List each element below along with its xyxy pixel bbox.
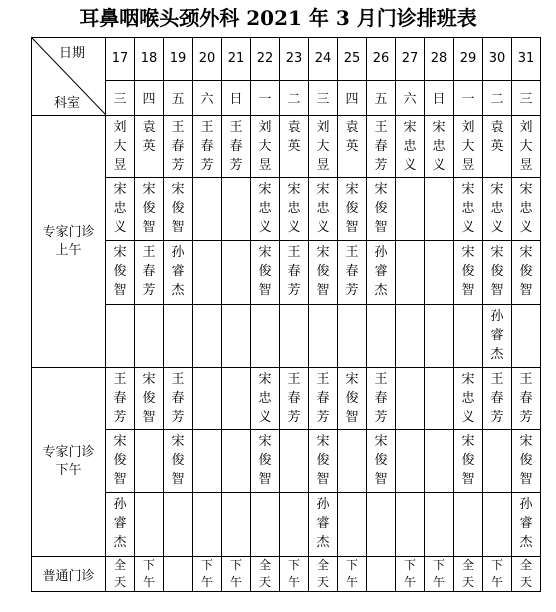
general-clinic-value: 下午: [287, 558, 300, 589]
weekday-cell: 日: [222, 80, 251, 115]
doctor-name: 刘大昱: [258, 120, 272, 173]
schedule-cell: [338, 493, 367, 557]
doctor-name: 王春芳: [113, 372, 127, 425]
schedule-cell: [425, 493, 454, 557]
schedule-cell: [135, 241, 164, 305]
doctor-name: 孙睿杰: [374, 245, 388, 298]
general-clinic-value: 下午: [345, 558, 358, 589]
schedule-cell: [309, 305, 338, 368]
general-clinic-cell: [483, 557, 512, 592]
schedule-cell: [483, 241, 512, 305]
section-0-row: [32, 241, 541, 305]
doctor-name: 刘大昱: [113, 120, 127, 173]
schedule-cell: [396, 116, 425, 178]
schedule-cell: [367, 178, 396, 241]
date-row: [32, 38, 541, 81]
doctor-name: 王春芳: [200, 120, 214, 173]
date-cell: 26: [367, 38, 396, 81]
general-clinic-value: 下午: [200, 558, 213, 589]
schedule-cell: [222, 116, 251, 178]
schedule-cell: [135, 493, 164, 557]
schedule-cell: [280, 241, 309, 305]
doctor-name: 王春芳: [519, 372, 533, 425]
schedule-cell: [338, 178, 367, 241]
doctor-name: 宋忠义: [490, 182, 504, 235]
schedule-cell: [193, 178, 222, 241]
general-clinic-value: 下午: [403, 558, 416, 589]
schedule-cell: [135, 305, 164, 368]
doctor-name: 宋俊智: [113, 245, 127, 298]
doctor-name: 宋俊智: [519, 434, 533, 487]
schedule-cell: [367, 241, 396, 305]
general-clinic-value: 全天: [113, 558, 126, 589]
schedule-cell: [106, 178, 135, 241]
corner-dept-label: 科室: [54, 96, 81, 111]
doctor-name: 宋忠义: [403, 120, 417, 173]
doctor-name: 宋忠义: [519, 182, 533, 235]
doctor-name: 宋俊智: [142, 182, 156, 235]
doctor-name: 王春芳: [316, 372, 330, 425]
general-clinic-value: 下午: [432, 558, 445, 589]
schedule-cell: [251, 493, 280, 557]
general-clinic-cell: [309, 557, 338, 592]
doctor-name: 袁英: [345, 120, 359, 154]
schedule-cell: [106, 116, 135, 178]
schedule-cell: [367, 493, 396, 557]
schedule-cell: [280, 430, 309, 493]
schedule-cell: [251, 305, 280, 368]
schedule-cell: [454, 368, 483, 430]
schedule-cell: [280, 493, 309, 557]
schedule-cell: [106, 430, 135, 493]
schedule-cell: [135, 368, 164, 430]
schedule-cell: [193, 241, 222, 305]
weekday-cell: 五: [367, 80, 396, 115]
schedule-cell: [338, 116, 367, 178]
general-clinic-cell: [222, 557, 251, 592]
general-clinic-value: 下午: [229, 558, 242, 589]
schedule-cell: [222, 305, 251, 368]
schedule-cell: [106, 305, 135, 368]
weekday-row: [32, 80, 541, 115]
date-cell: 28: [425, 38, 454, 81]
doctor-name: 宋忠义: [316, 182, 330, 235]
doctor-name: 王春芳: [229, 120, 243, 173]
weekday-cell: 六: [396, 80, 425, 115]
section-0-row: [32, 305, 541, 368]
schedule-cell: [135, 430, 164, 493]
doctor-name: 孙睿杰: [171, 245, 185, 298]
schedule-cell: [483, 493, 512, 557]
schedule-cell: [396, 493, 425, 557]
schedule-cell: [193, 368, 222, 430]
section-1-row: [32, 430, 541, 493]
doctor-name: 宋俊智: [258, 245, 272, 298]
corner-date-label: 日期: [58, 46, 85, 61]
schedule-cell: [135, 178, 164, 241]
section-1-row: [32, 368, 541, 430]
schedule-cell: [222, 493, 251, 557]
doctor-name: 王春芳: [345, 245, 359, 298]
general-clinic-cell: [454, 557, 483, 592]
general-clinic-cell: [106, 557, 135, 592]
doctor-name: 宋忠义: [461, 372, 475, 425]
page-title: 耳鼻咽喉头颈外科 2021 年 3 月门诊排班表: [79, 6, 477, 30]
schedule-cell: [164, 116, 193, 178]
schedule-cell: [309, 241, 338, 305]
date-cell: 18: [135, 38, 164, 81]
doctor-name: 宋俊智: [374, 434, 388, 487]
weekday-cell: 六: [193, 80, 222, 115]
schedule-cell: [280, 116, 309, 178]
doctor-name: 宋忠义: [287, 182, 301, 235]
doctor-name: 王春芳: [374, 372, 388, 425]
date-cell: 21: [222, 38, 251, 81]
doctor-name: 刘大昱: [461, 120, 475, 173]
general-clinic-cell: [338, 557, 367, 592]
schedule-cell: [367, 368, 396, 430]
schedule-cell: [251, 241, 280, 305]
section-label-cell: [32, 368, 106, 557]
schedule-cell: [425, 305, 454, 368]
schedule-cell: [309, 493, 338, 557]
general-clinic-value: 下午: [490, 558, 503, 589]
doctor-name: 孙睿杰: [113, 497, 127, 550]
general-clinic-value: 全天: [316, 558, 329, 589]
schedule-cell: [512, 368, 541, 430]
schedule-cell: [222, 368, 251, 430]
schedule-cell: [193, 305, 222, 368]
schedule-cell: [483, 368, 512, 430]
schedule-cell: [425, 241, 454, 305]
schedule-cell: [164, 241, 193, 305]
doctor-name: 宋俊智: [142, 372, 156, 425]
schedule-table: [31, 37, 541, 592]
weekday-cell: 日: [425, 80, 454, 115]
schedule-cell: [338, 368, 367, 430]
weekday-cell: 五: [164, 80, 193, 115]
schedule-cell: [106, 368, 135, 430]
date-cell: 25: [338, 38, 367, 81]
general-clinic-cell: [367, 557, 396, 592]
doctor-name: 王春芳: [287, 372, 301, 425]
schedule-cell: [512, 493, 541, 557]
doctor-name: 宋俊智: [171, 182, 185, 235]
general-clinic-value: 全天: [519, 558, 532, 589]
doctor-name: 宋俊智: [113, 434, 127, 487]
general-clinic-cell: [425, 557, 454, 592]
doctor-name: 王春芳: [287, 245, 301, 298]
schedule-cell: [309, 116, 338, 178]
section-label-line2: 下午: [55, 463, 82, 478]
doctor-name: 宋俊智: [345, 372, 359, 425]
weekday-cell: 一: [251, 80, 280, 115]
weekday-cell: 一: [454, 80, 483, 115]
doctor-name: 宋忠义: [461, 182, 475, 235]
schedule-cell: [367, 430, 396, 493]
date-cell: 29: [454, 38, 483, 81]
schedule-cell: [164, 493, 193, 557]
schedule-cell: [280, 178, 309, 241]
general-clinic-cell: [251, 557, 280, 592]
general-clinic-cell: [164, 557, 193, 592]
section-label-line1: 专家门诊: [42, 224, 95, 240]
doctor-name: 王春芳: [490, 372, 504, 425]
schedule-cell: [251, 178, 280, 241]
weekday-cell: 四: [338, 80, 367, 115]
schedule-cell: [251, 430, 280, 493]
schedule-cell: [483, 116, 512, 178]
date-cell: 31: [512, 38, 541, 81]
schedule-cell: [425, 178, 454, 241]
general-clinic-cell: [512, 557, 541, 592]
schedule-cell: [454, 116, 483, 178]
weekday-cell: 二: [483, 80, 512, 115]
schedule-cell: [251, 368, 280, 430]
doctor-name: 宋俊智: [345, 182, 359, 235]
general-clinic-cell: [280, 557, 309, 592]
schedule-cell: [396, 430, 425, 493]
schedule-cell: [512, 116, 541, 178]
doctor-name: 孙睿杰: [490, 309, 504, 362]
schedule-cell: [280, 305, 309, 368]
schedule-cell: [367, 116, 396, 178]
schedule-cell: [483, 430, 512, 493]
schedule-cell: [454, 493, 483, 557]
schedule-cell: [512, 305, 541, 368]
general-clinic-label: 普通门诊: [32, 557, 106, 592]
doctor-name: 袁英: [287, 120, 301, 154]
doctor-name: 王春芳: [374, 120, 388, 173]
doctor-name: 宋俊智: [171, 434, 185, 487]
general-clinic-cell: [396, 557, 425, 592]
doctor-name: 王春芳: [171, 372, 185, 425]
schedule-cell: [396, 305, 425, 368]
doctor-name: 宋忠义: [113, 182, 127, 235]
schedule-cell: [483, 178, 512, 241]
schedule-cell: [222, 178, 251, 241]
doctor-name: 宋忠义: [432, 120, 446, 173]
schedule-cell: [106, 493, 135, 557]
general-clinic-value: 下午: [142, 558, 155, 589]
section-label-line1: 专家门诊: [42, 445, 95, 460]
schedule-cell: [483, 305, 512, 368]
schedule-cell: [135, 116, 164, 178]
doctor-name: 刘大昱: [519, 120, 533, 173]
schedule-cell: [338, 305, 367, 368]
doctor-name: 宋俊智: [316, 245, 330, 298]
doctor-name: 宋俊智: [461, 434, 475, 487]
section-label-cell: [32, 116, 106, 368]
section-1-row: [32, 493, 541, 557]
doctor-name: 宋俊智: [490, 245, 504, 298]
general-clinic-value: 全天: [461, 558, 474, 589]
schedule-cell: [193, 493, 222, 557]
date-cell: 19: [164, 38, 193, 81]
section-label-line2: 上午: [55, 242, 82, 258]
general-clinic-row: [32, 557, 541, 592]
corner-header-cell: [32, 38, 106, 116]
doctor-name: 宋俊智: [461, 245, 475, 298]
doctor-name: 袁英: [490, 120, 504, 154]
schedule-cell: [164, 178, 193, 241]
schedule-cell: [512, 430, 541, 493]
doctor-name: 宋忠义: [258, 182, 272, 235]
schedule-cell: [367, 305, 396, 368]
schedule-cell: [106, 241, 135, 305]
schedule-cell: [193, 116, 222, 178]
schedule-cell: [454, 178, 483, 241]
schedule-cell: [454, 430, 483, 493]
date-cell: 20: [193, 38, 222, 81]
doctor-name: 刘大昱: [316, 120, 330, 173]
general-clinic-cell: [135, 557, 164, 592]
doctor-name: 宋俊智: [519, 245, 533, 298]
doctor-name: 宋俊智: [374, 182, 388, 235]
weekday-cell: 三: [106, 80, 135, 115]
date-cell: 27: [396, 38, 425, 81]
schedule-cell: [454, 305, 483, 368]
doctor-name: 孙睿杰: [316, 497, 330, 550]
schedule-cell: [251, 116, 280, 178]
weekday-cell: 四: [135, 80, 164, 115]
weekday-cell: 二: [280, 80, 309, 115]
schedule-cell: [338, 241, 367, 305]
schedule-cell: [222, 430, 251, 493]
schedule-cell: [396, 368, 425, 430]
schedule-cell: [425, 430, 454, 493]
schedule-cell: [164, 430, 193, 493]
general-clinic-value: 全天: [258, 558, 271, 589]
doctor-name: 宋忠义: [258, 372, 272, 425]
schedule-cell: [338, 430, 367, 493]
weekday-cell: 三: [309, 80, 338, 115]
doctor-name: 孙睿杰: [519, 497, 533, 550]
date-cell: 24: [309, 38, 338, 81]
schedule-cell: [193, 430, 222, 493]
doctor-name: 宋俊智: [258, 434, 272, 487]
doctor-name: 宋俊智: [316, 434, 330, 487]
schedule-cell: [309, 368, 338, 430]
doctor-name: 王春芳: [171, 120, 185, 173]
schedule-cell: [396, 241, 425, 305]
schedule-cell: [512, 241, 541, 305]
schedule-cell: [280, 368, 309, 430]
schedule-cell: [454, 241, 483, 305]
section-0-row: [32, 116, 541, 178]
schedule-cell: [164, 368, 193, 430]
section-0-row: [32, 178, 541, 241]
doctor-name: 袁英: [142, 120, 156, 154]
date-cell: 30: [483, 38, 512, 81]
date-cell: 23: [280, 38, 309, 81]
schedule-cell: [309, 430, 338, 493]
schedule-cell: [396, 178, 425, 241]
schedule-cell: [425, 368, 454, 430]
schedule-cell: [222, 241, 251, 305]
schedule-cell: [425, 116, 454, 178]
date-cell: 22: [251, 38, 280, 81]
schedule-cell: [309, 178, 338, 241]
schedule-cell: [512, 178, 541, 241]
doctor-name: 王春芳: [142, 245, 156, 298]
schedule-cell: [164, 305, 193, 368]
weekday-cell: 三: [512, 80, 541, 115]
general-clinic-cell: [193, 557, 222, 592]
date-cell: 17: [106, 38, 135, 81]
